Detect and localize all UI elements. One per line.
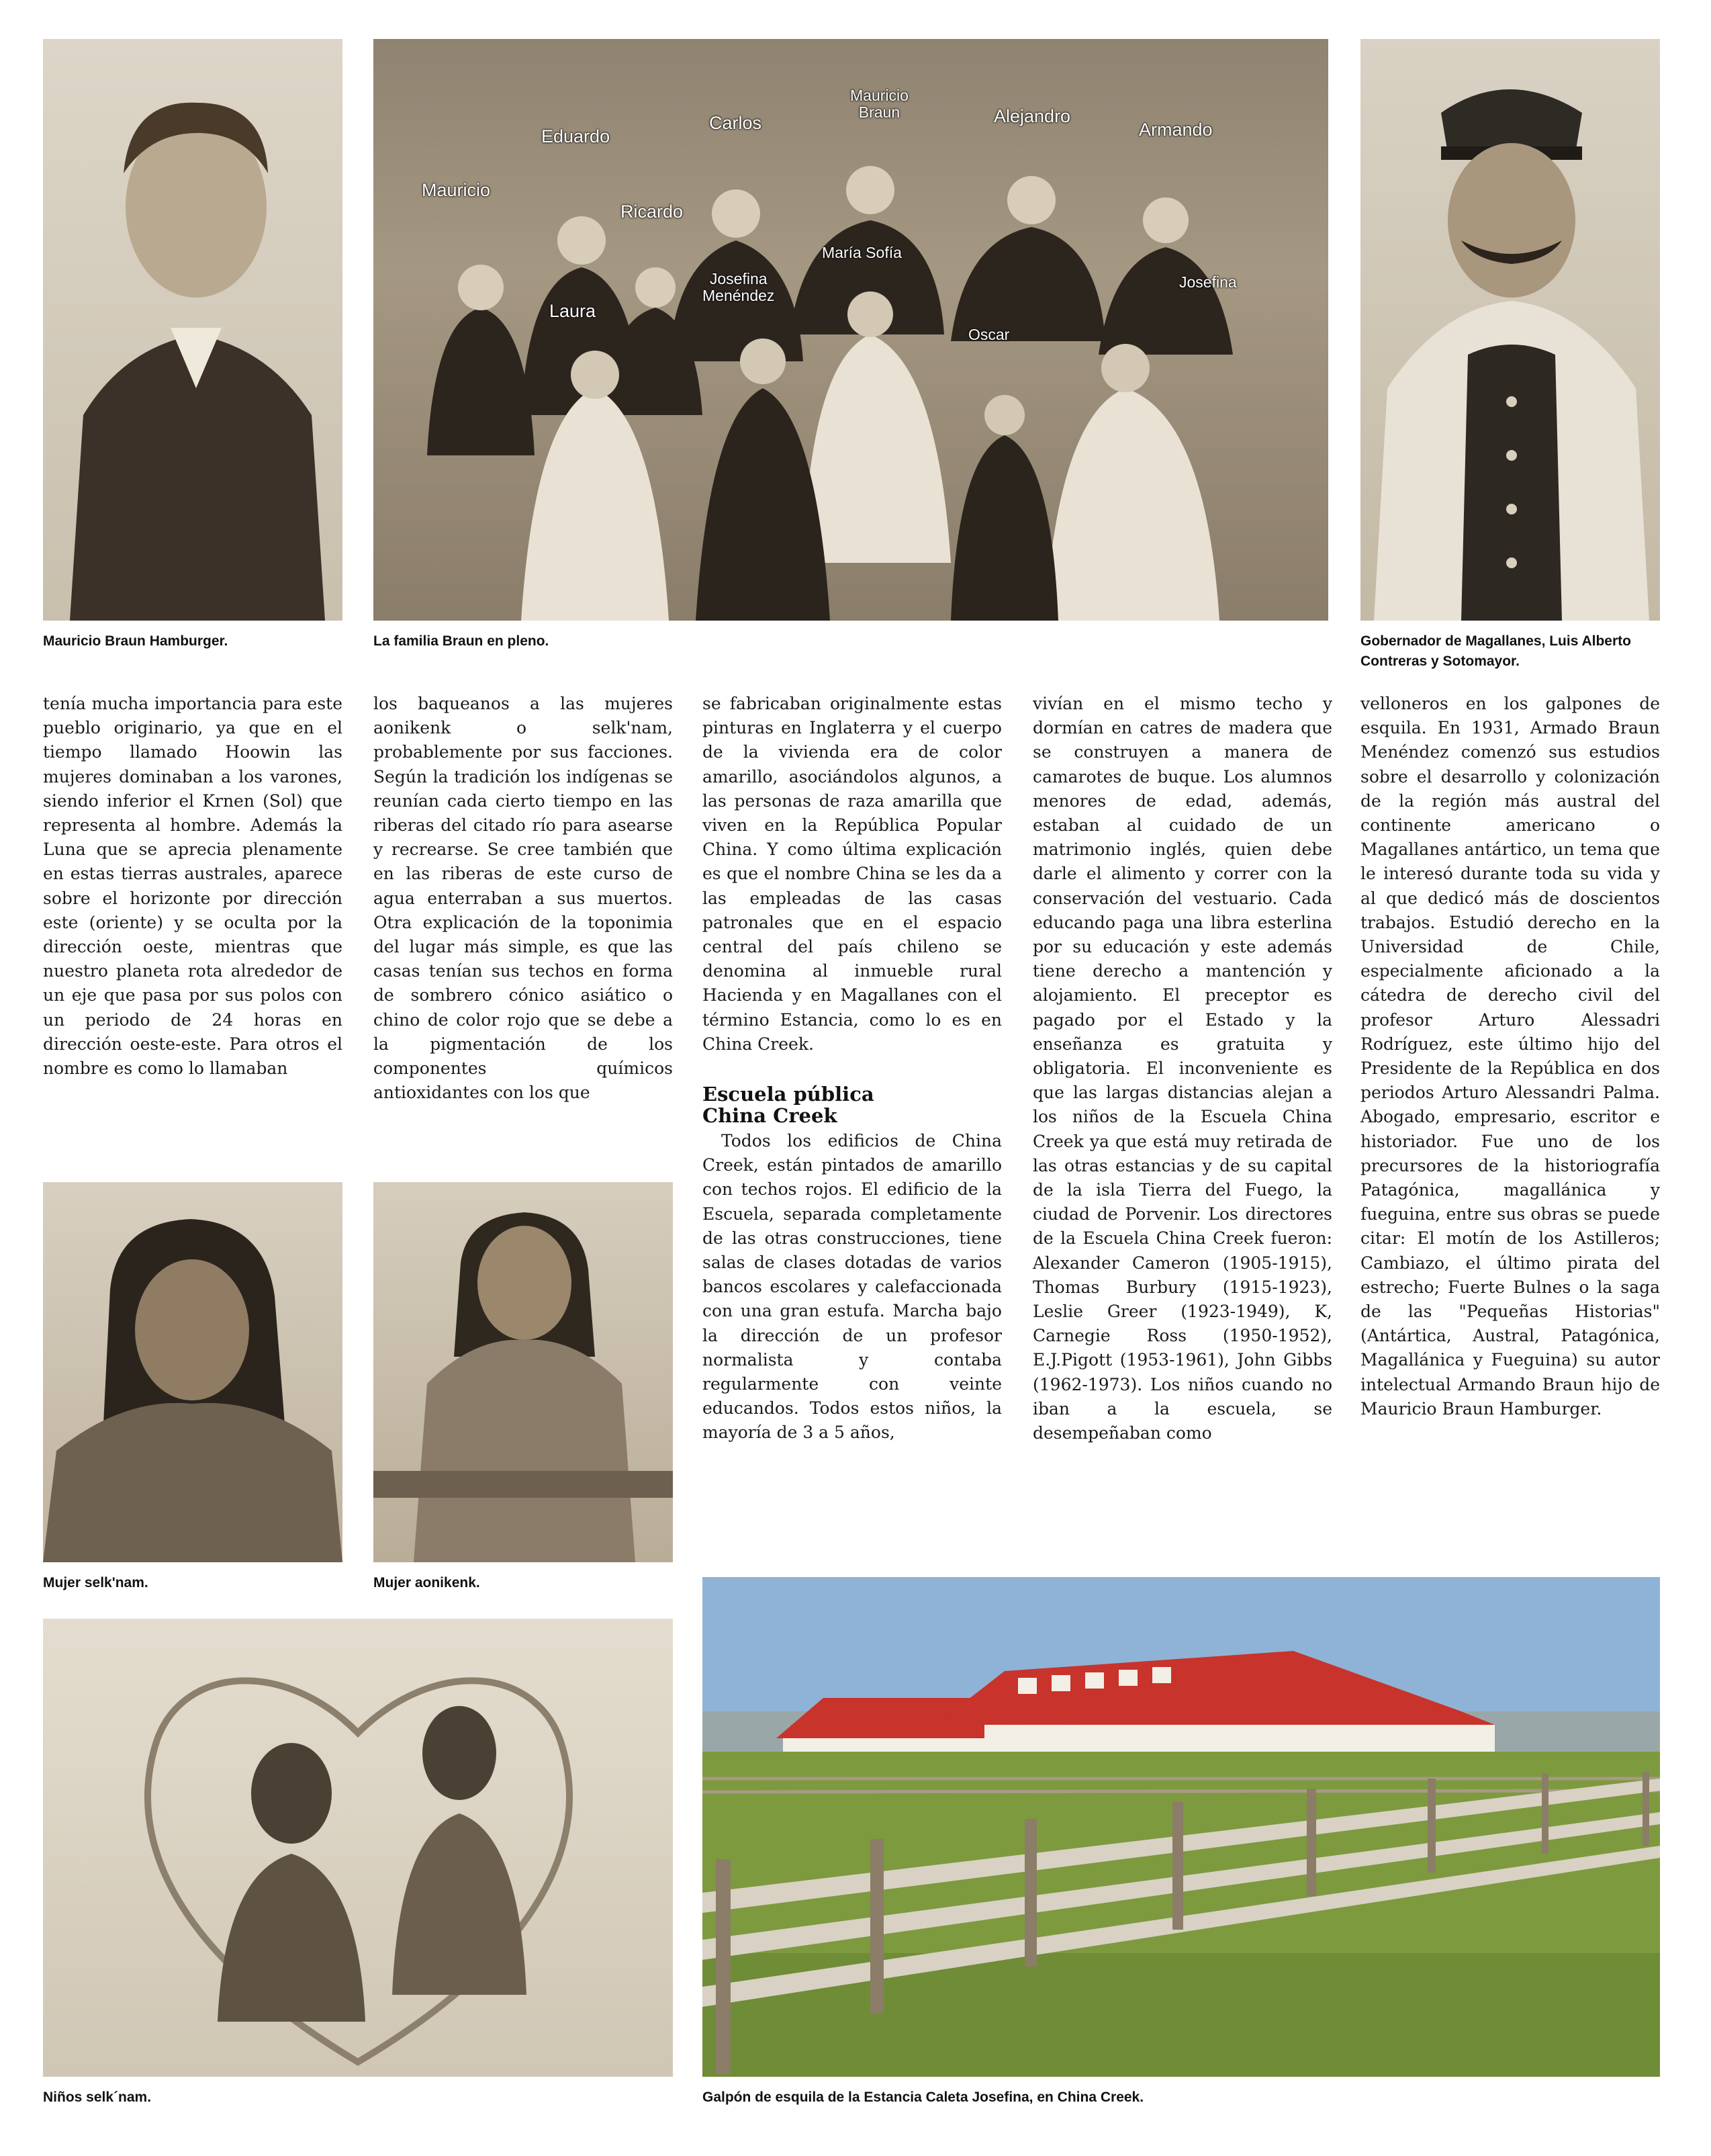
label-mauricio-braun: Mauricio Braun	[850, 87, 909, 121]
selknam-children-photo	[43, 1619, 673, 2077]
label-armando: Armando	[1139, 120, 1213, 140]
selknam-woman-photo	[43, 1182, 342, 1562]
selknam-children-illustration	[43, 1619, 673, 2077]
column-5-text: velloneros en los galpones de esquila. En 1931, Armado Braun Menéndez comenzó sus estudios sobre el desarrollo y colonización de la región más austral del continente americano o Magallanes antártico, un tema que le interesó durante toda su vida y al que dedicó más de doscientos trabajos. Estudió derecho en la Universidad de Chile, especialmente aficionado a la cátedra de derecho civil del profesor Arturo Alessadri Rodríguez, este último hijo del Presidente de la República en dos periodos Arturo Alessandri Palma. Abogado, empresario, escritor e historiador. Fue uno de los precursores de la historiografía Patagónica, magallánica y fueguina, entre sus obras se puede citar: El motín de los Astilleros; Cambiazo, el último pirata del estrecho; Fuerte Bulnes o la saga de las "Pequeñas Historias" (Antártica, Austral, Patagónica, Magallánica y Fueguina) su autor intelectual Armando Braun hijo de Mauricio Braun Hamburger.	[1360, 694, 1660, 1419]
article-column-4	[1033, 692, 1332, 1558]
portrait-illustration	[43, 39, 342, 621]
governor-portrait	[1360, 39, 1660, 621]
galpon-illustration	[702, 1577, 1660, 2077]
aonikenk-woman-photo	[373, 1182, 673, 1562]
label-oscar: Oscar	[968, 326, 1010, 343]
label-laura: Laura	[549, 301, 596, 321]
governor-caption: Gobernador de Magallanes, Luis Alberto Contreras y Sotomayor.	[1360, 633, 1631, 669]
selknam-woman-caption: Mujer selk'nam.	[43, 1575, 148, 1590]
label-josefina: Josefina	[1179, 273, 1237, 291]
galpon-caption: Galpón de esquila de la Estancia Caleta Josefina, en China Creek.	[702, 2090, 1144, 2105]
mauricio-portrait-caption: Mauricio Braun Hamburger.	[43, 633, 228, 649]
family-caption: La familia Braun en pleno.	[373, 633, 549, 649]
galpon-estancia-photo	[702, 1577, 1660, 2077]
article-column-1	[43, 692, 342, 1162]
label-maria-sofia: María Sofía	[822, 244, 902, 261]
article-column-5	[1360, 692, 1660, 1558]
mauricio-braun-portrait	[43, 39, 342, 621]
article-column-2	[373, 692, 673, 1162]
section-heading-line-1: Escuela pública	[702, 1083, 874, 1106]
label-ricardo: Ricardo	[620, 201, 684, 222]
column-1-text: tenía mucha importancia para este pueblo originario, ya que en el tiempo llamado Hoowin las mujeres dominaban a los varones, siendo inferior el Krnen (Sol) que representa al hombre. Además la Luna que se aprecia plenamente en estas tierras australes, aparece sobre el horizonte por dirección este (oriente) y se oculta por la dirección oeste, mientras que nuestro planeta rota alrededor de un eje que pasa por sus polos con un periodo de 24 horas en dirección oeste-este. Para otros el nombre es como lo llamaban	[43, 694, 342, 1079]
column-3-text-b: Todos los edificios de China Creek, están pintados de amarillo con techos rojos. El edificio de la Escuela, separada completamente de las otras construcciones, tiene salas de clases dotadas de varios bancos escolares y calefaccionada con una gran estufa. Marcha bajo la dirección de un profesor normalista y contaba regularmente con veinte educandos. Todos estos niños, la mayoría de 3 a 5 años,	[702, 1131, 1002, 1443]
column-3-text-a: se fabricaban originalmente estas pinturas en Inglaterra y el cuerpo de la vivienda era de color amarillo, asociándolos algunos, a las personas de raza amarilla que viven en la República Popular China. Y como última explicación es que el nombre China se les da a las empleadas de las casas patronales que en el espacio central del país chileno se denomina al inmueble rural Hacienda y en Magallanes con el término Estancia, como lo es en China Creek.	[702, 694, 1002, 1054]
governor-illustration	[1360, 39, 1660, 621]
label-alejandro: Alejandro	[994, 106, 1071, 126]
section-heading	[702, 1083, 1002, 1126]
selknam-woman-illustration	[43, 1182, 342, 1562]
section-heading-line-2: China Creek	[702, 1104, 837, 1128]
aonikenk-woman-caption: Mujer aonikenk.	[373, 1575, 480, 1590]
aonikenk-woman-illustration	[373, 1182, 673, 1562]
label-eduardo: Eduardo	[541, 126, 610, 146]
label-carlos: Carlos	[709, 113, 762, 133]
column-2-text: los baqueanos a las mujeres aonikenk o selk'nam, probablemente por sus facciones. Según la tradición los indígenas se reunían cada cierto tiempo en las riberas del citado río para asearse y recrearse. Se cree también que en las riberas de este curso de agua enterraban a sus muertos. Otra explicación de la toponimia del lugar más simple, es que las casas tenían sus techos en forma de sombrero cónico asiático o chino de color rojo que se debe a la pigmentación de los componentes químicos antioxidantes con los que	[373, 694, 673, 1103]
label-mauricio: Mauricio	[422, 180, 491, 200]
label-josefina-menendez: Josefina Menéndez	[702, 270, 775, 304]
braun-family-photo	[373, 39, 1328, 621]
article-column-3	[702, 692, 1002, 1558]
selknam-children-caption: Niños selk´nam.	[43, 2090, 152, 2105]
column-4-text: vivían en el mismo techo y dormían en catres de madera que se construyen a manera de camarotes de buque. Los alumnos menores de edad, además, estaban al cuidado de un matrimonio inglés, quien debe darle el alimento y correr con la conservación del vestuario. Cada educando paga una libra esterlina por su educación y este además tiene derecho a mantención y alojamiento. El preceptor es pagado por el Estado y la enseñanza es gratuita y obligatoria. El inconveniente es que las largas distancias alejan a los niños de la Escuela China Creek ya que está muy retirada de las otras estancias y de su capital de la isla Tierra del Fuego, la ciudad de Porvenir. Los directores de la Escuela China Creek fueron: Alexander Cameron (1905-1915), Thomas Burbury (1915-1923), Leslie Greer (1923-1949), K, Carnegie Ross (1950-1952), E.J.Pigott (1953-1961), John Gibbs (1962-1973). Los niños cuando no iban a la escuela, se desempeñaban como	[1033, 694, 1332, 1443]
